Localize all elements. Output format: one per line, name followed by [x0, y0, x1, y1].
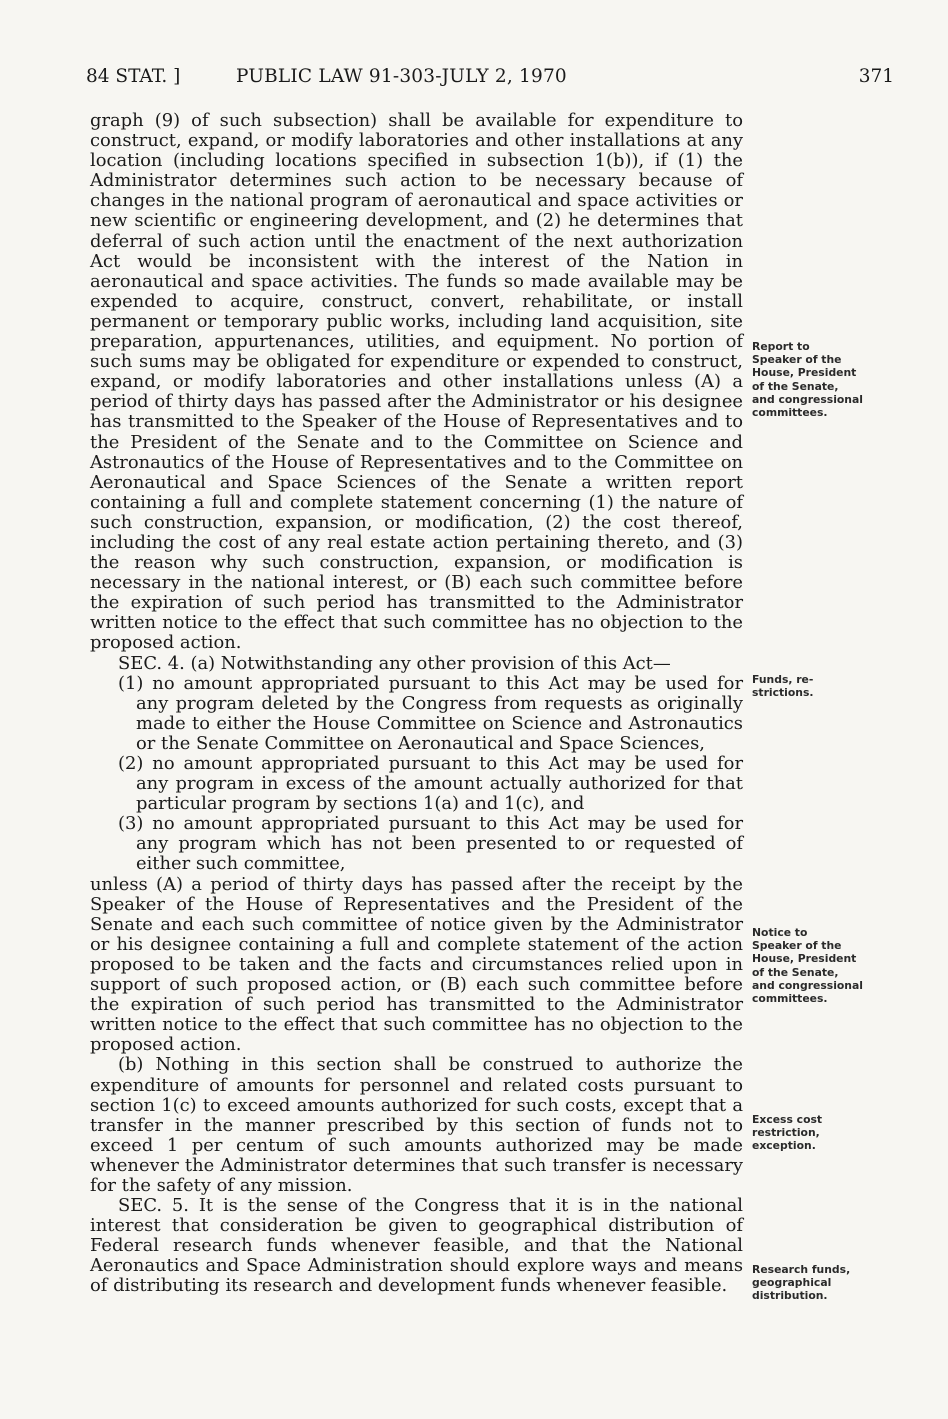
- margin-note-report: Report to Speaker of the House, President of the Senate, and congressional committees.: [752, 340, 863, 420]
- margin-note-research-funds: Research funds, geographical distribution.: [752, 1263, 851, 1303]
- running-header: [86, 66, 894, 90]
- margin-note-funds: Funds, re- strictions.: [752, 673, 814, 700]
- section-4a: SEC. 4. (a) Notwithstanding any other provision of this Act—: [118, 652, 671, 674]
- section-4b: (b) Nothing in this section shall be construed to authorize the expenditure of amounts for personnel and related costs pursuant to section 1(c) to exceed amounts authorized for such costs, except that a transfer in the manner prescribed by this section of funds not to exceed 1 per centum of such amounts authorized may be made whenever the Administrator determines that such transfer is necessary for the safety of any mission.: [90, 1054, 743, 1196]
- page-number: 371: [858, 66, 894, 87]
- page-title: PUBLIC LAW 91-303-JULY 2, 1970: [236, 66, 567, 87]
- list-item-3: (3) no amount appropriated pursuant to this Act may be used for any program which has not been presented to or requested of either such committee,: [118, 813, 743, 875]
- statute-reference: 84 STAT. ]: [86, 66, 181, 87]
- margin-note-excess-cost: Excess cost restriction, exception.: [752, 1113, 823, 1153]
- section-5: SEC. 5. It is the sense of the Congress that it is in the national interest that consideration be given to geographical distribution of Federal research funds whenever feasible, and that the National Aeronautics and Space Administration should explore ways and means of distributing its research and development funds whenever feasible.: [90, 1195, 743, 1297]
- paragraph-continued: graph (9) of such subsection) shall be available for expenditure to construct, expand, or modify laboratories and other installations at any location (including locations specified in subsection 1(b)), if (1) the Administrator determines such action to be necessary because of changes in the national program of aeronautical and space activities or new scientific or engineering development, and (2) he determines that deferral of such action until the enactment of the next authorization Act would be inconsistent with the interest of the Nation in aeronautical and space activities. The funds so made available may be expended to acquire, construct, convert, rehabilitate, or install permanent or temporary public works, including land acquisition, site preparation, appurtenances, utilities, and equipment. No portion of such sums may be obligated for expenditure or expended to construct, expand, or modify laboratories and other installations unless (A) a period of thirty days has passed after the Administrator or his designee has transmitted to the Speaker of the House of Representatives and to the President of the Senate and to the Committee on Science and Astronautics of the House of Representatives and to the Committee on Aeronautical and Space Sciences of the Senate a written report containing a full and complete statement concerning (1) the nature of such construction, expansion, or modification, (2) the cost thereof, including the cost of any real estate action pertaining thereto, and (3) the reason why such construction, expansion, or modification is necessary in the national interest, or (B) each such committee before the expiration of such period has transmitted to the Administrator written notice to the effect that such committee has no objection to the proposed action.: [90, 110, 743, 654]
- unless-clause: unless (A) a period of thirty days has passed after the receipt by the Speaker of the House of Representatives and the President of the Senate and each such committee of notice given by the Administrator or his designee containing a full and complete statement of the action proposed to be taken and the facts and circumstances relied upon in support of such proposed action, or (B) each such committee before the expiration of such period has transmitted to the Administrator written notice to the effect that such committee has no objection to the proposed action.: [90, 873, 743, 1056]
- list-item-1: (1) no amount appropriated pursuant to this Act may be used for any program deleted by the Congress from requests as originally made to either the House Committee on Science and Astronautics or the Senate Committee on Aeronautical and Space Sciences,: [118, 672, 743, 754]
- margin-note-notice: Notice to Speaker of the House, President of the Senate, and congressional committees.: [752, 926, 863, 1006]
- main-text-column: [90, 111, 743, 1297]
- list-item-2: (2) no amount appropriated pursuant to this Act may be used for any program in excess of the amount actually authorized for that particular program by sections 1(a) and 1(c), and: [118, 753, 743, 815]
